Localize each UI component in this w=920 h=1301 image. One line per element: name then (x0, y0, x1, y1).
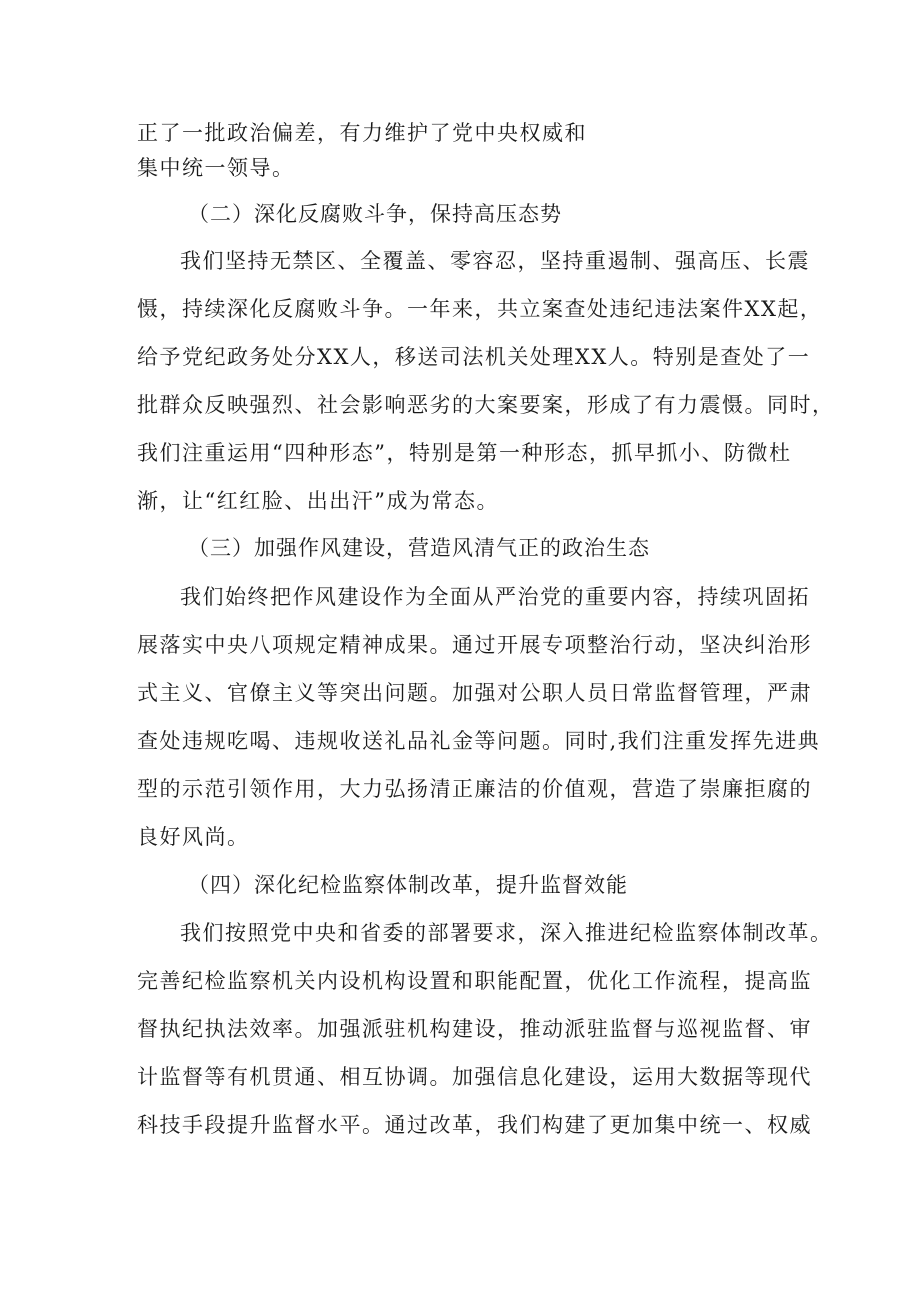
section-3-line-2: 展落实中央八项规定精神成果。通过开展专项整治行动，坚决纠治形 (137, 633, 812, 657)
section-2-line-3: 给予党纪政务处分XX人，移送司法机关处理XX人。特别是查处了一 (137, 345, 811, 369)
section-2-line-2: 慑，持续深化反腐败斗争。一年来，共立案查处违纪违法案件XX起， (137, 297, 823, 321)
section-4-line-3: 督执纪执法效率。加强派驻机构建设，推动派驻监督与巡视监督、审 (137, 1017, 812, 1041)
section-3-line-6: 良好风尚。 (137, 825, 250, 849)
section-3-line-3: 式主义、官僚主义等突出问题。加强对公职人员日常监督管理，严肃 (137, 681, 812, 705)
section-4-line-2: 完善纪检监察机关内设机构设置和职能配置，优化工作流程，提高监 (137, 969, 812, 993)
section-3-line-4: 查处违规吃喝、违规收送礼品礼金等问题。同时,我们注重发挥先进典 (137, 729, 821, 753)
intro-line-2: 集中统一领导。 (137, 156, 295, 180)
section-4-line-4: 计监督等有机贯通、相互协调。加强信息化建设，运用大数据等现代 (137, 1065, 812, 1089)
section-2-line-5: 我们注重运用“四种形态”，特别是第一种形态，抓早抓小、防微杜 (137, 441, 792, 465)
section-2-line-6: 渐，让“红红脸、出出汗”成为常态。 (137, 489, 499, 513)
section-3-line-5: 型的示范引领作用，大力弘扬清正廉洁的价值观，营造了崇廉拒腐的 (137, 777, 812, 801)
section-4-heading: （四）深化纪检监察体制改革，提升监督效能 (188, 873, 628, 897)
section-2-line-4: 批群众反映强烈、社会影响恶劣的大案要案，形成了有力震慑。同时， (137, 393, 835, 417)
section-4-line-1: 我们按照党中央和省委的部署要求，深入推进纪检监察体制改革。 (180, 921, 833, 945)
section-4-line-5: 科技手段提升监督水平。通过改革，我们构建了更加集中统一、权威 (137, 1113, 812, 1137)
section-3-line-1: 我们始终把作风建设作为全面从严治党的重要内容，持续巩固拓 (180, 585, 810, 609)
intro-line-1: 正了一批政治偏差，有力维护了党中央权威和 (137, 121, 587, 145)
section-2-heading: （二）深化反腐败斗争，保持高压态势 (188, 202, 562, 226)
section-3-heading: （三）加强作风建设，营造风清气正的政治生态 (188, 536, 650, 560)
section-2-line-1: 我们坚持无禁区、全覆盖、零容忍，坚持重遏制、强高压、长震 (180, 249, 810, 273)
